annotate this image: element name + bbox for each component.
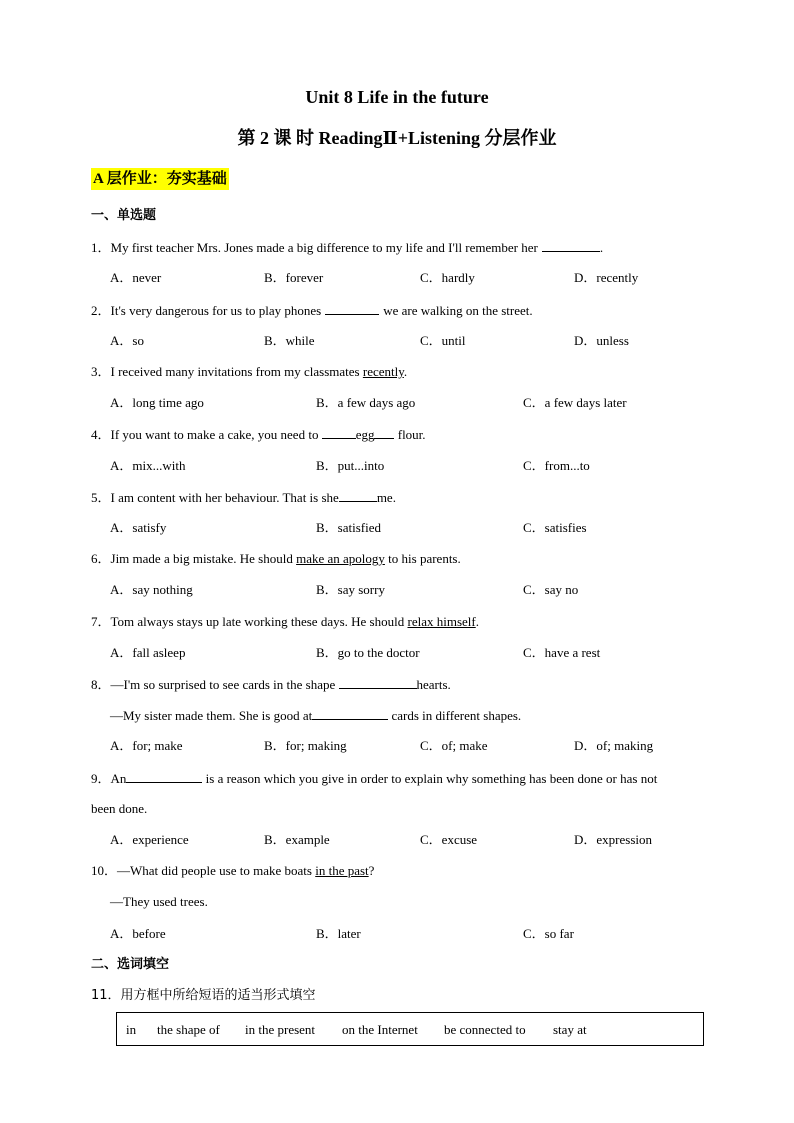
option-b[interactable]: B．a few days ago bbox=[316, 395, 416, 410]
options-q5 bbox=[0, 518, 794, 538]
word-box-item: on the Internet bbox=[342, 1022, 418, 1037]
option-a[interactable]: A．satisfy bbox=[110, 520, 167, 535]
question-11 bbox=[91, 986, 711, 1006]
option-b[interactable]: B．say sorry bbox=[316, 582, 385, 597]
question-text: It's very dangerous for us to play phones bbox=[110, 303, 322, 318]
question-text: —My sister made them. She is good at bbox=[110, 708, 313, 723]
options-q9 bbox=[0, 830, 794, 850]
question-text: Tom always stays up late working these days. He should bbox=[110, 614, 408, 629]
option-c[interactable]: C．a few days later bbox=[523, 395, 627, 410]
word-box-item: in bbox=[126, 1022, 137, 1037]
question-7 bbox=[91, 612, 711, 632]
options-q1 bbox=[0, 268, 794, 288]
question-text-end: cards in different shapes. bbox=[388, 708, 522, 723]
answer-blank bbox=[339, 674, 417, 689]
question-text-end: . bbox=[475, 614, 479, 629]
answer-blank bbox=[325, 300, 379, 315]
underlined-phrase: relax himself bbox=[407, 614, 476, 629]
question-6 bbox=[91, 549, 711, 569]
question-number: 11． bbox=[91, 988, 121, 1003]
option-b[interactable]: B．while bbox=[264, 333, 315, 348]
options-q3 bbox=[0, 393, 794, 413]
option-a[interactable]: A．fall asleep bbox=[110, 645, 186, 660]
word-box bbox=[116, 1012, 704, 1046]
question-text: My first teacher Mrs. Jones made a big difference to my life and I'll remember her bbox=[110, 240, 538, 255]
question-text: I received many invitations from my classmates bbox=[110, 364, 363, 379]
option-b[interactable]: B．later bbox=[316, 926, 361, 941]
options-q7 bbox=[0, 643, 794, 663]
underlined-phrase: recently bbox=[362, 364, 404, 379]
question-number: 8． bbox=[91, 677, 111, 692]
option-c[interactable]: C．have a rest bbox=[523, 645, 601, 660]
option-b[interactable]: B．forever bbox=[264, 270, 324, 285]
question-number: 6． bbox=[91, 551, 111, 566]
question-number: 3． bbox=[91, 364, 111, 379]
question-number: 5． bbox=[91, 490, 111, 505]
option-b[interactable]: B．for; making bbox=[264, 738, 347, 753]
question-number: 7． bbox=[91, 614, 111, 629]
word-box-item: in the present bbox=[245, 1022, 316, 1037]
word-box-item: be connected to bbox=[444, 1022, 526, 1037]
option-c[interactable]: C．excuse bbox=[420, 832, 478, 847]
option-d[interactable]: D．expression bbox=[574, 832, 652, 847]
question-text-end: . bbox=[599, 240, 604, 255]
section-word-fill: 二、选词填空 bbox=[91, 957, 170, 972]
page-title: Unit 8 Life in the future bbox=[305, 87, 489, 107]
question-number: 9． bbox=[91, 771, 111, 786]
options-q2 bbox=[0, 331, 794, 351]
question-text: —What did people use to make boats bbox=[117, 863, 316, 878]
question-1 bbox=[91, 237, 711, 258]
question-text-end: me. bbox=[376, 490, 396, 505]
question-number: 2． bbox=[91, 303, 111, 318]
answer-blank bbox=[339, 487, 377, 502]
option-d[interactable]: D．unless bbox=[574, 333, 629, 348]
section-single-choice: 一、单选题 bbox=[91, 208, 157, 223]
option-c[interactable]: C．so far bbox=[523, 926, 574, 941]
question-number: 1． bbox=[91, 240, 111, 255]
options-q8 bbox=[0, 736, 794, 756]
word-box-item: stay at bbox=[553, 1022, 587, 1037]
option-b[interactable]: B．put...into bbox=[316, 458, 385, 473]
option-d[interactable]: D．recently bbox=[574, 270, 639, 285]
option-a[interactable]: A．never bbox=[110, 270, 162, 285]
question-text: An bbox=[110, 771, 127, 786]
question-text: Jim made a big mistake. He should bbox=[110, 551, 297, 566]
word-box-item: the shape of bbox=[157, 1022, 220, 1037]
option-a[interactable]: A．experience bbox=[110, 832, 189, 847]
question-3 bbox=[91, 362, 711, 382]
option-d[interactable]: D．of; making bbox=[574, 738, 654, 753]
options-q10 bbox=[0, 924, 794, 944]
lesson-subtitle: 第 2 课 时 ReadingⅡ+Listening 分层作业 bbox=[237, 128, 557, 148]
options-q4 bbox=[0, 456, 794, 476]
question-text-end: we are walking on the street. bbox=[383, 303, 533, 318]
option-a[interactable]: A．say nothing bbox=[110, 582, 193, 597]
option-c[interactable]: C．from...to bbox=[523, 458, 590, 473]
question-10-line-2: —They used trees. bbox=[110, 894, 208, 909]
question-9 bbox=[91, 768, 711, 789]
question-text-end: hearts. bbox=[416, 677, 451, 692]
question-text-end: is a reason which you give in order to explain why something has been done or has not bbox=[202, 771, 658, 786]
question-text: —I'm so surprised to see cards in the shape bbox=[110, 677, 339, 692]
option-b[interactable]: B．go to the doctor bbox=[316, 645, 420, 660]
question-4 bbox=[91, 424, 711, 445]
question-text-end: flour. bbox=[394, 427, 426, 442]
question-number: 10． bbox=[91, 863, 118, 878]
option-a[interactable]: A．so bbox=[110, 333, 144, 348]
question-2 bbox=[91, 300, 711, 321]
question-number: 4． bbox=[91, 427, 111, 442]
answer-blank bbox=[374, 424, 394, 439]
question-text-mid: egg bbox=[355, 427, 375, 442]
question-10 bbox=[91, 861, 711, 881]
answer-blank bbox=[322, 424, 356, 439]
question-5 bbox=[91, 487, 711, 508]
answer-blank bbox=[542, 237, 600, 252]
question-text-end: ? bbox=[368, 863, 375, 878]
answer-blank bbox=[126, 768, 202, 783]
question-9-line-2: been done. bbox=[91, 801, 148, 816]
option-b[interactable]: B．satisfied bbox=[316, 520, 381, 535]
underlined-phrase: make an apology bbox=[296, 551, 385, 566]
question-text: 用方框中所给短语的适当形式填空 bbox=[120, 988, 316, 1003]
options-q6 bbox=[0, 580, 794, 600]
question-text: If you want to make a cake, you need to bbox=[110, 427, 322, 442]
option-a[interactable]: A．for; make bbox=[110, 738, 183, 753]
option-a[interactable]: A．before bbox=[110, 926, 166, 941]
question-text-end: . bbox=[403, 364, 408, 379]
option-c[interactable]: C．satisfies bbox=[523, 520, 587, 535]
underlined-phrase: in the past bbox=[315, 863, 369, 878]
question-8 bbox=[91, 674, 711, 695]
question-text-end: to his parents. bbox=[384, 551, 461, 566]
option-c[interactable]: C．until bbox=[420, 333, 466, 348]
option-c[interactable]: C．of; make bbox=[420, 738, 488, 753]
option-b[interactable]: B．example bbox=[264, 832, 330, 847]
option-a[interactable]: A．long time ago bbox=[110, 395, 204, 410]
question-text: I am content with her behaviour. That is she bbox=[110, 490, 339, 505]
option-a[interactable]: A．mix...with bbox=[110, 458, 186, 473]
option-c[interactable]: C．hardly bbox=[420, 270, 475, 285]
question-8-line-2 bbox=[110, 705, 730, 726]
answer-blank bbox=[312, 705, 388, 720]
tier-a-label: A 层作业：夯实基础 bbox=[91, 168, 229, 190]
option-c[interactable]: C．say no bbox=[523, 582, 579, 597]
